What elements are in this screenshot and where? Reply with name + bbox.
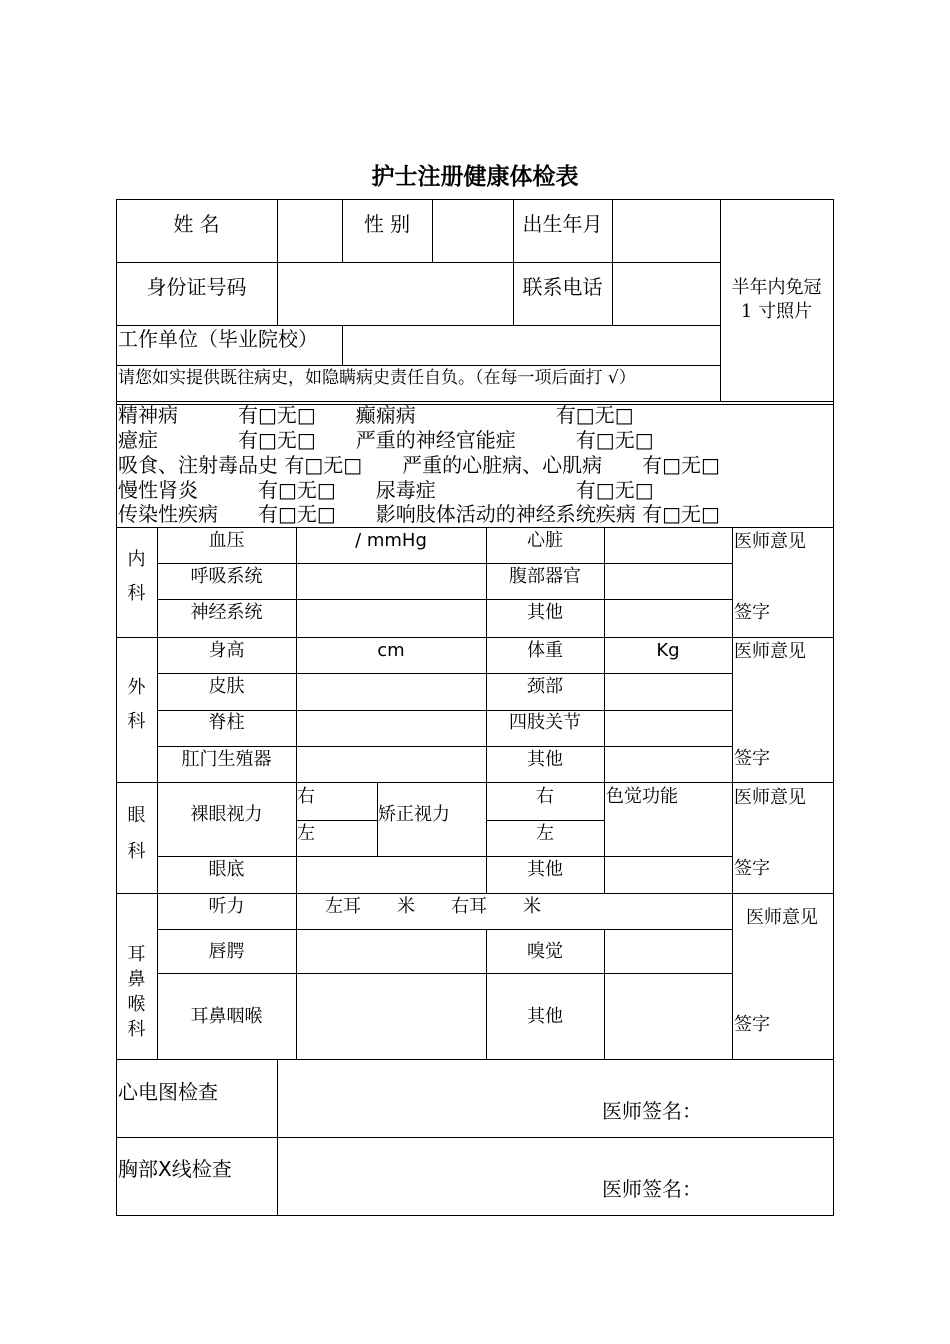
name-label: 姓 名 (173, 212, 220, 236)
neck-label: 颈部 (527, 676, 563, 697)
weight-label: 体重 (527, 640, 563, 661)
neuro-label: 神经系统 (190, 602, 263, 623)
eye-dept-label-1: 眼 (127, 805, 146, 826)
xray-label: 胸部X线检查 (118, 1157, 232, 1181)
history-row-3: 吸食、注射毒品史 有□无□ 严重的心脏病、心肌病 有□无□ (118, 453, 720, 477)
naked-vision-label: 裸眼视力 (190, 804, 263, 825)
hearing-label: 听力 (208, 896, 245, 917)
skin-label: 皮肤 (208, 676, 245, 697)
eye-sign: 签字 (734, 858, 770, 879)
bp-label: 血压 (208, 530, 245, 551)
internal-sign: 签字 (734, 602, 770, 623)
height-unit: cm (377, 640, 405, 661)
anus-genital-label: 肛门生殖器 (181, 749, 272, 770)
notice-text: 请您如实提供既往病史，如隐瞒病史责任自负。（在每一项后面打 √） (118, 368, 636, 388)
bp-unit: / mmHg (355, 530, 427, 551)
height-label: 身高 (208, 640, 245, 661)
ent-dept-label-3: 喉 (127, 994, 146, 1015)
ecg-label: 心电图检查 (118, 1080, 218, 1104)
ent-dept-label-2: 鼻 (127, 969, 146, 990)
ent-dept-label-4: 科 (127, 1019, 146, 1040)
weight-unit: Kg (656, 640, 680, 661)
ent-other-label: 其他 (527, 1006, 563, 1027)
surgery-dept-label-1: 外 (127, 677, 146, 698)
naked-right-label: 右 (297, 786, 315, 807)
history-row-5: 传染性疾病 有□无□ 影响肢体活动的神经系统疾病 有□无□ (118, 502, 720, 526)
internal-dept-label-1: 内 (127, 549, 146, 570)
hearing-value: 左耳 米 右耳 米 (325, 896, 541, 917)
lip-palate-label: 唇腭 (208, 941, 245, 962)
page-title: 护士注册健康体检表 (371, 163, 579, 190)
ent-throat-label: 耳鼻咽喉 (190, 1006, 263, 1027)
internal-doctor-opinion: 医师意见 (734, 531, 806, 552)
respiratory-label: 呼吸系统 (190, 566, 263, 587)
limbs-label: 四肢关节 (509, 712, 581, 733)
surgery-dept-label-2: 科 (127, 711, 146, 732)
xray-doctor-sign: 医师签名： (602, 1177, 702, 1201)
surgery-other-label: 其他 (527, 749, 563, 770)
surgery-sign: 签字 (734, 748, 770, 769)
internal-other-label: 其他 (527, 602, 563, 623)
history-row-2: 癔症 有□无□ 严重的神经官能症 有□无□ (118, 428, 654, 452)
history-row-1: 精神病 有□无□ 癫痫病 有□无□ (118, 403, 634, 427)
heart-label: 心脏 (527, 530, 563, 551)
ecg-doctor-sign: 医师签名： (602, 1099, 702, 1123)
work-unit-label: 工作单位（毕业院校） (118, 327, 318, 351)
phone-label: 联系电话 (522, 275, 603, 299)
eye-doctor-opinion: 医师意见 (734, 787, 806, 808)
corrected-left-label: 左 (536, 823, 554, 844)
surgery-doctor-opinion: 医师意见 (734, 641, 806, 662)
ent-sign: 签字 (734, 1014, 770, 1035)
corrected-vision-label: 矫正视力 (378, 804, 450, 825)
photo-label-line2: 1 寸照片 (740, 301, 813, 322)
photo-area[interactable] (721, 200, 833, 401)
eye-other-label: 其他 (527, 859, 563, 880)
naked-left-label: 左 (297, 823, 315, 844)
abdomen-label: 腹部器官 (509, 566, 581, 587)
id-number-label: 身份证号码 (146, 275, 247, 299)
color-vision-label: 色觉功能 (606, 786, 678, 807)
birth-label: 出生年月 (522, 212, 603, 236)
fundus-label: 眼底 (208, 859, 245, 880)
ent-doctor-opinion: 医师意见 (746, 907, 818, 928)
ent-dept-label-1: 耳 (127, 944, 146, 965)
history-row-4: 慢性肾炎 有□无□ 尿毒症 有□无□ (118, 478, 654, 502)
corrected-right-label: 右 (536, 786, 554, 807)
internal-dept-label-2: 科 (127, 583, 146, 604)
smell-label: 嗅觉 (527, 941, 563, 962)
spine-label: 脊柱 (208, 712, 245, 733)
eye-dept-label-2: 科 (127, 841, 146, 862)
photo-label-line1: 半年内免冠 (731, 277, 822, 298)
gender-label: 性 别 (363, 212, 411, 236)
